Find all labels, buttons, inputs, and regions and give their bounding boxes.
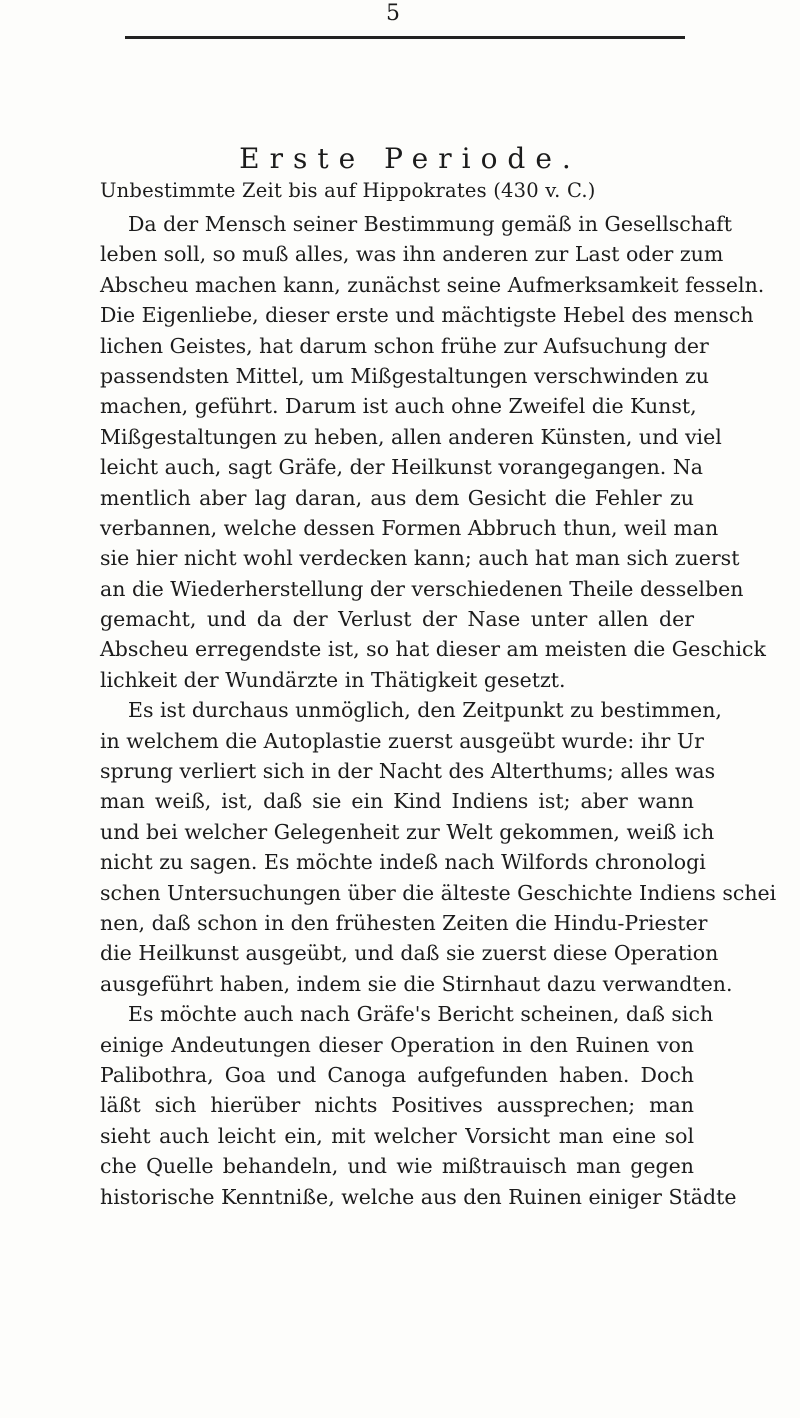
text-line: gemacht, und da der Verlust der Nase unter allen der	[100, 607, 694, 632]
text-line: Da der Mensch seiner Bestimmung gemäß in Gesellschaft	[128, 212, 733, 236]
text-line: die Heilkunst ausgeübt, und daß sie zuerst diese Operation	[100, 941, 719, 966]
page-number: 5	[386, 1, 400, 26]
text-line: leicht auch, sagt Gräfe, der Heilkunst vorangegangen. Na	[100, 455, 703, 480]
text-line: Es ist durchaus unmöglich, den Zeitpunkt zu bestimmen,	[128, 698, 722, 723]
text-line: läßt sich hierüber nichts Positives aussprechen; man	[100, 1093, 694, 1118]
text-line: Die Eigenliebe, dieser erste und mächtigste Hebel des mensch	[100, 303, 754, 328]
text-line: nicht zu sagen. Es möchte indeß nach Wilfords chronologi	[100, 850, 706, 875]
text-line: mentlich aber lag daran, aus dem Gesicht die Fehler zu	[100, 485, 694, 510]
text-line: und bei welcher Gelegenheit zur Welt gekommen, weiß ich	[100, 819, 715, 844]
text-line: Abscheu erregendste ist, so hat dieser am meisten die Geschick	[100, 637, 766, 662]
text-line: sie hier nicht wohl verdecken kann; auch hat man sich zuerst	[100, 546, 740, 571]
text-line: Palibothra, Goa und Canoga aufgefunden haben. Doch	[100, 1062, 694, 1087]
header-rule	[125, 36, 685, 39]
text-line: einige Andeutungen dieser Operation in den Ruinen von	[100, 1032, 694, 1057]
text-line: verbannen, welche dessen Formen Abbruch thun, weil man	[100, 515, 719, 540]
text-line: nen, daß schon in den frühesten Zeiten die Hindu-Priester	[100, 910, 708, 935]
text-line: schen Untersuchungen über die älteste Geschichte Indiens schei	[100, 880, 777, 905]
text-line: Es möchte auch nach Gräfe's Bericht scheinen, daß sich	[128, 1002, 714, 1027]
section-title: Erste Periode.	[239, 142, 581, 175]
text-line: machen, geführt. Darum ist auch ohne Zweifel die Kunst,	[100, 394, 697, 419]
text-line: ausgeführt haben, indem sie die Stirnhaut dazu verwandten.	[100, 971, 733, 996]
text-line: sprung verliert sich in der Nacht des Alterthums; alles was	[100, 759, 716, 784]
text-line: in welchem die Autoplastie zuerst ausgeübt wurde: ihr Ur	[100, 728, 704, 753]
text-line: man weiß, ist, daß sie ein Kind Indiens ist; aber wann	[100, 789, 694, 814]
text-line: Abscheu machen kann, zunächst seine Aufmerksamkeit fesseln.	[100, 272, 765, 297]
text-line: Mißgestaltungen zu heben, allen anderen Künsten, und viel	[100, 424, 722, 449]
text-line: che Quelle behandeln, und wie mißtrauisch man gegen	[100, 1154, 694, 1179]
text-line: leben soll, so muß alles, was ihn anderen zur Last oder zum	[100, 242, 724, 267]
text-line: sieht auch leicht ein, mit welcher Vorsicht man eine sol	[100, 1123, 694, 1148]
text-line: historische Kenntniße, welche aus den Ruinen einiger Städte	[100, 1184, 737, 1209]
section-subheading: Unbestimmte Zeit bis auf Hippokrates (430 v. C.)	[100, 179, 596, 202]
text-line: an die Wiederherstellung der verschiedenen Theile desselben	[100, 576, 744, 601]
text-line: lichen Geistes, hat darum schon frühe zur Aufsuchung der	[100, 333, 709, 358]
body-text	[100, 209, 777, 1212]
text-line: passendsten Mittel, um Mißgestaltungen verschwinden zu	[100, 363, 710, 388]
text-line: lichkeit der Wundärzte in Thätigkeit gesetzt.	[100, 667, 566, 692]
